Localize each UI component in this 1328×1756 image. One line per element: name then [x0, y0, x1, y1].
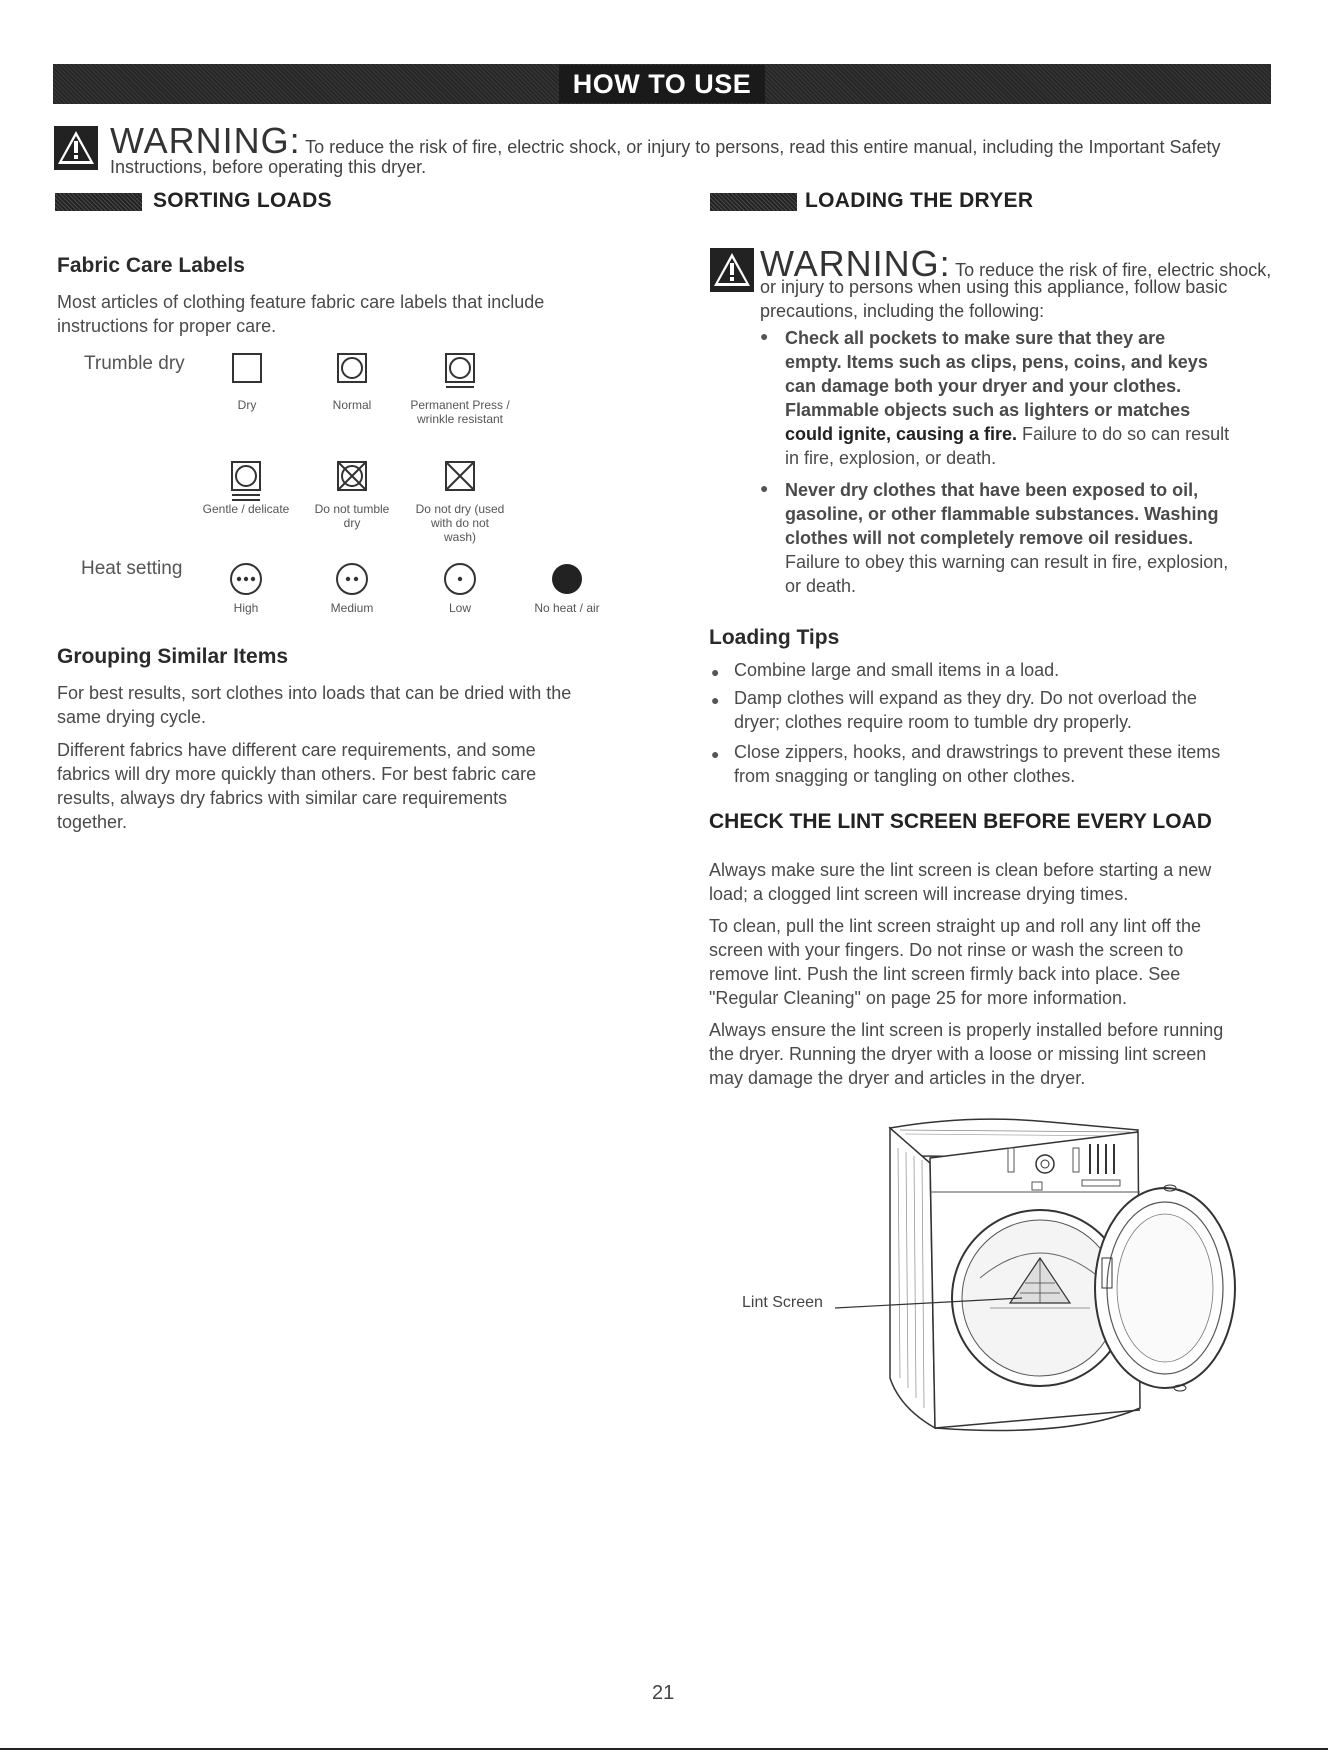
warning-triangle-icon — [54, 126, 98, 170]
loading-tips-heading: Loading Tips — [709, 626, 840, 649]
do-not-dry-icon — [444, 460, 476, 492]
lint-text: Always ensure the lint screen is properly installed before running — [709, 1020, 1224, 1040]
warning-label: WARNING: — [760, 243, 951, 284]
lint-text: the dryer. Running the dryer with a loose or missing lint screen — [709, 1044, 1207, 1064]
warning-line-1: To reduce the risk of fire, electric shock, — [955, 260, 1272, 280]
symbol-caption: Gentle / delicate — [202, 502, 290, 516]
warning-bullet: Failure to obey this warning can result in fire, explosion, — [785, 552, 1229, 572]
permanent-press-icon — [444, 352, 476, 392]
warning-bold: could ignite, causing a fire. — [785, 424, 1018, 444]
warning-bullet: empty. Items such as clips, pens, coins, and keys — [785, 352, 1208, 372]
lint-text: screen with your fingers. Do not rinse or wash the screen to — [709, 940, 1184, 960]
section-bar — [710, 193, 797, 211]
bullet-dot: ● — [760, 480, 769, 496]
warning-triangle-icon — [710, 248, 754, 292]
lint-text: load; a clogged lint screen will increase drying times. — [709, 884, 1129, 904]
sorting-loads-title: SORTING LOADS — [153, 189, 332, 212]
fabric-care-heading: Fabric Care Labels — [57, 254, 245, 277]
warning-line-2: or injury to persons when using this appliance, follow basic — [760, 277, 1228, 297]
warning-bullet — [785, 422, 1229, 446]
lint-screen-heading: CHECK THE LINT SCREEN BEFORE EVERY LOAD — [709, 810, 1212, 833]
warning-bullet: or death. — [785, 576, 857, 596]
tip-item: dryer; clothes require room to tumble dry properly. — [734, 712, 1132, 732]
medium-heat-icon — [335, 562, 369, 596]
grouping-text: fabrics will dry more quickly than others. For best fabric care — [57, 764, 537, 784]
heat-caption: Medium — [330, 601, 374, 615]
warning-bullet: Never dry clothes that have been exposed to oil, — [785, 480, 1199, 500]
symbol-caption: Permanent Press / wrinkle resistant — [410, 398, 510, 426]
warning-normal: Failure to do so can result — [1017, 424, 1230, 444]
warning-line-3: precautions, including the following: — [760, 301, 1045, 321]
lint-text: may damage the dryer and articles in the dryer. — [709, 1068, 1086, 1088]
loading-dryer-title: LOADING THE DRYER — [805, 189, 1034, 212]
page-number: 21 — [652, 1682, 675, 1704]
low-heat-icon — [443, 562, 477, 596]
warning-bullet: Check all pockets to make sure that they are — [785, 328, 1166, 348]
warning-bullet: can damage both your dryer and your clothes. — [785, 376, 1182, 396]
warning-bullet: Flammable objects such as lighters or matches — [785, 400, 1191, 420]
heat-caption: No heat / air — [534, 601, 600, 615]
how-to-use-banner — [53, 64, 1271, 104]
tip-item: Damp clothes will expand as they dry. Do not overload the — [734, 688, 1197, 708]
lint-text: To clean, pull the lint screen straight up and roll any lint off the — [709, 916, 1201, 936]
heat-caption: High — [233, 601, 259, 615]
bullet-dot: ● — [760, 328, 769, 344]
grouping-heading: Grouping Similar Items — [57, 645, 289, 668]
gentle-delicate-icon — [230, 460, 262, 506]
heat-caption: Low — [448, 601, 471, 615]
warning-line-1: To reduce the risk of fire, electric shock, or injury to persons, read this entire manual, including the Important Safety — [305, 137, 1221, 157]
section-bar — [55, 193, 142, 211]
grouping-text: together. — [57, 812, 128, 832]
tip-item: Close zippers, hooks, and drawstrings to prevent these items — [734, 742, 1221, 762]
warning-bullet: clothes will not completely remove oil residues. — [785, 528, 1194, 548]
do-not-tumble-icon — [336, 460, 368, 492]
warning-line-2: Instructions, before operating this dryer. — [110, 157, 427, 177]
dryer-illustration — [740, 1108, 1280, 1438]
normal-dry-icon — [336, 352, 368, 384]
tumble-dry-label: Trumble dry — [84, 353, 185, 374]
grouping-text: For best results, sort clothes into loads that can be dried with the — [57, 683, 572, 703]
bullet-dot: ● — [711, 664, 720, 680]
symbol-caption: Do not tumble dry — [314, 502, 390, 530]
lint-text: Always make sure the lint screen is clean before starting a new — [709, 860, 1212, 880]
lint-text: remove lint. Push the lint screen firmly back into place. See — [709, 964, 1181, 984]
lint-screen-callout: Lint Screen — [742, 1294, 823, 1311]
warning-bullet: gasoline, or other flammable substances. Washing — [785, 504, 1219, 524]
banner-title: HOW TO USE — [559, 65, 766, 103]
bottom-rule — [0, 1748, 1328, 1750]
dry-icon — [231, 352, 263, 384]
high-heat-icon — [229, 562, 263, 596]
bullet-dot: ● — [711, 746, 720, 762]
no-heat-icon — [550, 562, 584, 596]
warning-bullet: in fire, explosion, or death. — [785, 448, 997, 468]
symbol-caption: Do not dry (used with do not wash) — [415, 502, 505, 544]
heat-setting-label: Heat setting — [81, 558, 183, 579]
tip-item: from snagging or tangling on other clothes. — [734, 766, 1076, 786]
lint-text: "Regular Cleaning" on page 25 for more information. — [709, 988, 1128, 1008]
tip-item: Combine large and small items in a load. — [734, 660, 1060, 680]
warning-label: WARNING: — [110, 120, 301, 161]
grouping-text: Different fabrics have different care requirements, and some — [57, 740, 536, 760]
symbol-caption: Normal — [332, 398, 372, 412]
grouping-text: results, always dry fabrics with similar care requirements — [57, 788, 508, 808]
grouping-text: same drying cycle. — [57, 707, 207, 727]
fabric-text-1: Most articles of clothing feature fabric care labels that include — [57, 292, 545, 312]
fabric-text-2: instructions for proper care. — [57, 316, 277, 336]
symbol-caption: Dry — [237, 398, 257, 412]
bullet-dot: ● — [711, 692, 720, 708]
